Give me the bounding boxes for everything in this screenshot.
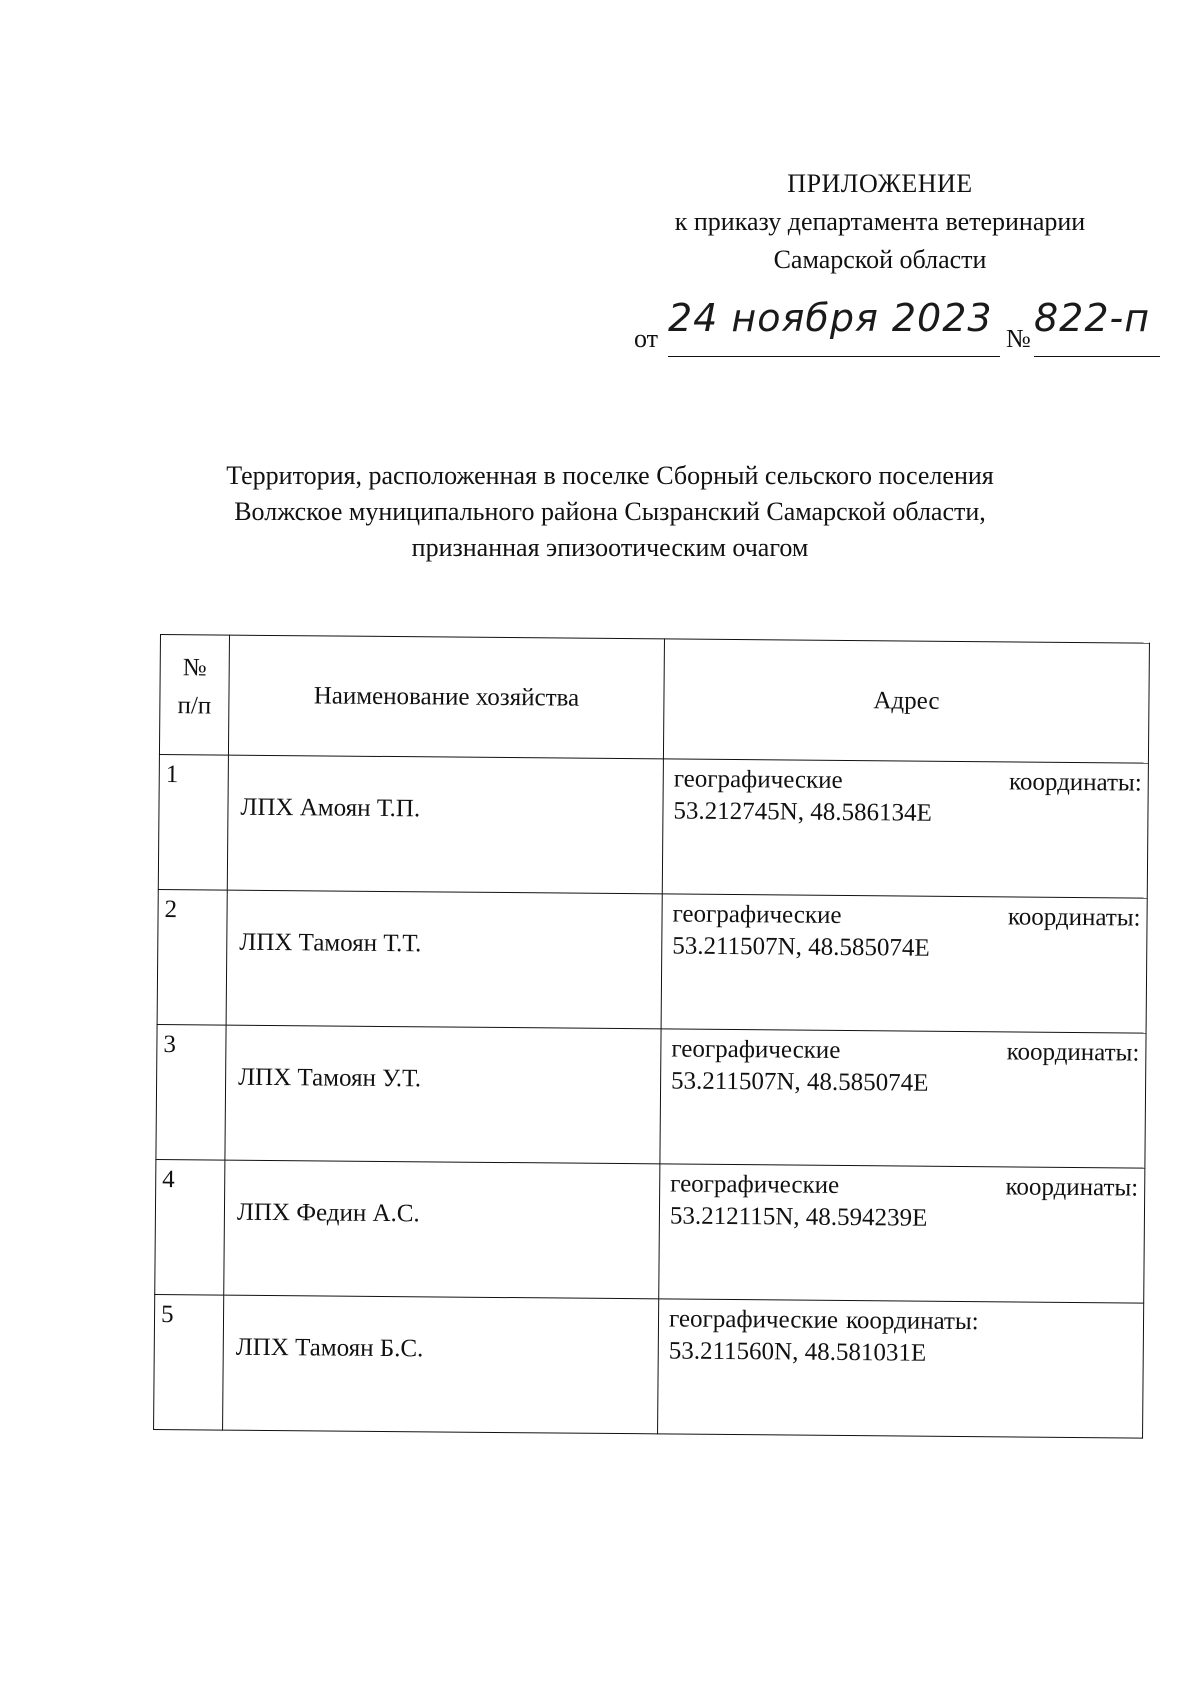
heading-line-1: Территория, расположенная в поселке Сборный сельского поселения [226, 461, 994, 490]
header-number [159, 635, 229, 756]
handwritten-date: 24 ноября 2023 [668, 296, 993, 340]
table-row [154, 1294, 1144, 1438]
annex-line-1: к приказу департамента ветеринарии [674, 207, 1086, 236]
coordinates: 53.211507N, 48.585074E [672, 932, 930, 962]
document-heading [150, 458, 1070, 566]
address-label-2: координаты: [1006, 1038, 1140, 1067]
handwritten-number: 822-п [1034, 296, 1151, 340]
address-label-2: координаты: [1008, 768, 1142, 797]
address-label-2: координаты: [845, 1307, 979, 1336]
address-label: географические [671, 1035, 841, 1064]
address-label: географические [670, 1170, 840, 1199]
farm-address [658, 1299, 1144, 1438]
farm-address [659, 1164, 1145, 1303]
annex-block [600, 165, 1160, 279]
farm-address [661, 894, 1147, 1033]
date-prefix: от [634, 324, 659, 353]
farm-name: ЛПХ Тамоян У.Т. [225, 1025, 661, 1164]
header-number-symbol: № [182, 654, 207, 682]
farm-name: ЛПХ Амоян Т.П. [227, 755, 663, 894]
table-row [156, 1024, 1146, 1168]
row-number: 1 [158, 754, 228, 890]
heading-line-2: Волжское муниципального района Сызранский Самарской области, [234, 497, 986, 526]
table-row [158, 754, 1148, 898]
table-row [155, 1159, 1145, 1303]
annex-title: ПРИЛОЖЕНИЕ [787, 169, 973, 198]
row-number: 4 [155, 1159, 225, 1295]
header-farm-name: Наименование хозяйства [228, 635, 664, 759]
address-label: географические [673, 765, 843, 794]
header-address: Адрес [663, 639, 1149, 763]
farm-name: ЛПХ Тамоян Б.С. [223, 1295, 659, 1434]
address-label-2: координаты: [1005, 1173, 1139, 1202]
coordinates: 53.212115N, 48.594239E [669, 1202, 928, 1232]
heading-line-3: признанная эпизоотическим очагом [411, 533, 809, 562]
address-label-2: координаты: [1007, 903, 1141, 932]
table-header-row [159, 635, 1149, 764]
number-underline [1034, 356, 1160, 357]
table-row [157, 889, 1147, 1033]
farm-address [662, 759, 1148, 898]
annex-line-2: Самарской области [773, 245, 987, 274]
foci-table [153, 634, 1150, 1439]
date-underline [668, 356, 1000, 357]
farm-name: ЛПХ Тамоян Т.Т. [226, 890, 662, 1029]
coordinates: 53.211560N, 48.581031E [668, 1337, 927, 1367]
header-number-abbr: п/п [177, 692, 212, 720]
farm-address [660, 1029, 1146, 1168]
number-prefix: № [1006, 324, 1031, 353]
row-number: 5 [154, 1294, 224, 1430]
row-number: 2 [157, 889, 227, 1025]
coordinates: 53.211507N, 48.585074E [671, 1067, 929, 1097]
order-line [634, 296, 1174, 360]
row-number: 3 [156, 1024, 226, 1160]
farm-name: ЛПХ Федин А.С. [224, 1160, 660, 1299]
coordinates: 53.212745N, 48.586134E [673, 797, 932, 827]
address-label: географические [668, 1305, 839, 1334]
address-label: географические [672, 900, 842, 929]
